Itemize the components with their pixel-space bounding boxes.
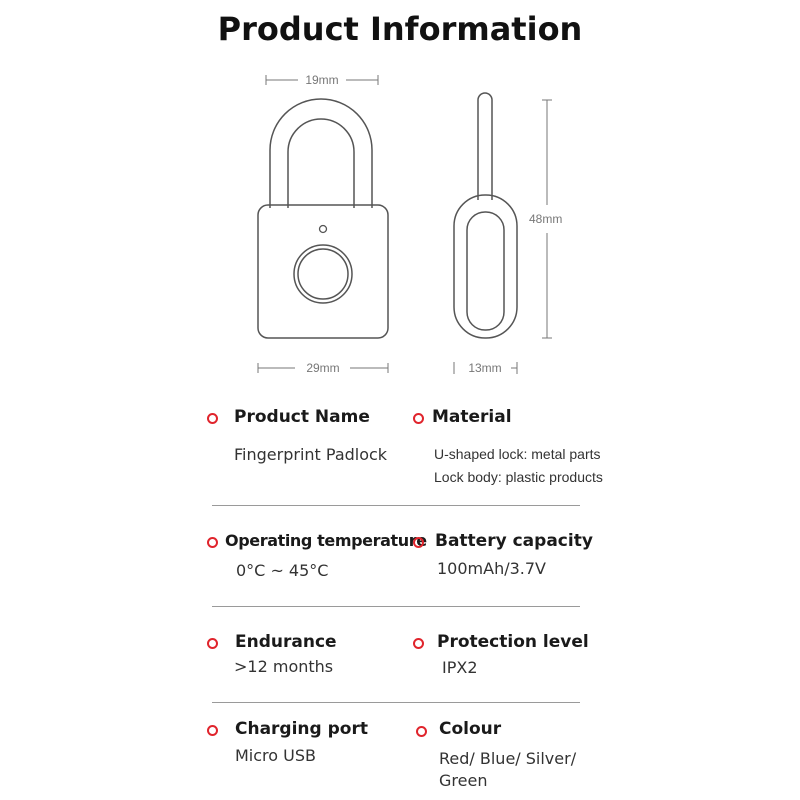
material-label: Material <box>432 407 512 427</box>
padlock-front-view <box>258 99 388 338</box>
charging-port-label: Charging port <box>235 719 368 739</box>
material-value-line1: U-shaped lock: metal parts <box>434 446 601 462</box>
bullet-icon <box>207 725 218 736</box>
bullet-icon <box>413 638 424 649</box>
dim-body-width: 29mm <box>306 361 340 375</box>
operating-temperature-label: Operating temperature <box>225 531 427 550</box>
dim-height: 48mm <box>529 212 563 226</box>
bullet-icon <box>416 726 427 737</box>
bullet-icon <box>413 537 424 548</box>
dim-shackle-width: 19mm <box>305 73 339 87</box>
battery-capacity-label: Battery capacity <box>435 531 593 551</box>
padlock-side-view <box>454 93 517 338</box>
bullet-icon <box>207 638 218 649</box>
colour-label: Colour <box>439 719 502 739</box>
dim-depth: 13mm <box>468 361 502 375</box>
page-title: Product Information <box>217 10 583 48</box>
bullet-icon <box>413 413 424 424</box>
divider <box>212 505 580 506</box>
colour-value: Red/ Blue/ Silver/ Green <box>439 749 577 790</box>
bullet-icon <box>207 413 218 424</box>
divider <box>212 702 580 703</box>
divider <box>212 606 580 607</box>
operating-temperature-value: 0°C ~ 45°C <box>236 561 329 580</box>
product-name-label: Product Name <box>234 407 370 427</box>
material-value-line2: Lock body: plastic products <box>434 469 603 485</box>
protection-level-label: Protection level <box>437 632 589 652</box>
endurance-value: >12 months <box>234 657 334 676</box>
charging-port-value: Micro USB <box>235 746 316 765</box>
protection-level-value: IPX2 <box>442 658 478 677</box>
product-name-value: Fingerprint Padlock <box>234 445 388 464</box>
endurance-label: Endurance <box>235 632 337 652</box>
battery-capacity-value: 100mAh/3.7V <box>437 559 546 578</box>
bullet-icon <box>207 537 218 548</box>
